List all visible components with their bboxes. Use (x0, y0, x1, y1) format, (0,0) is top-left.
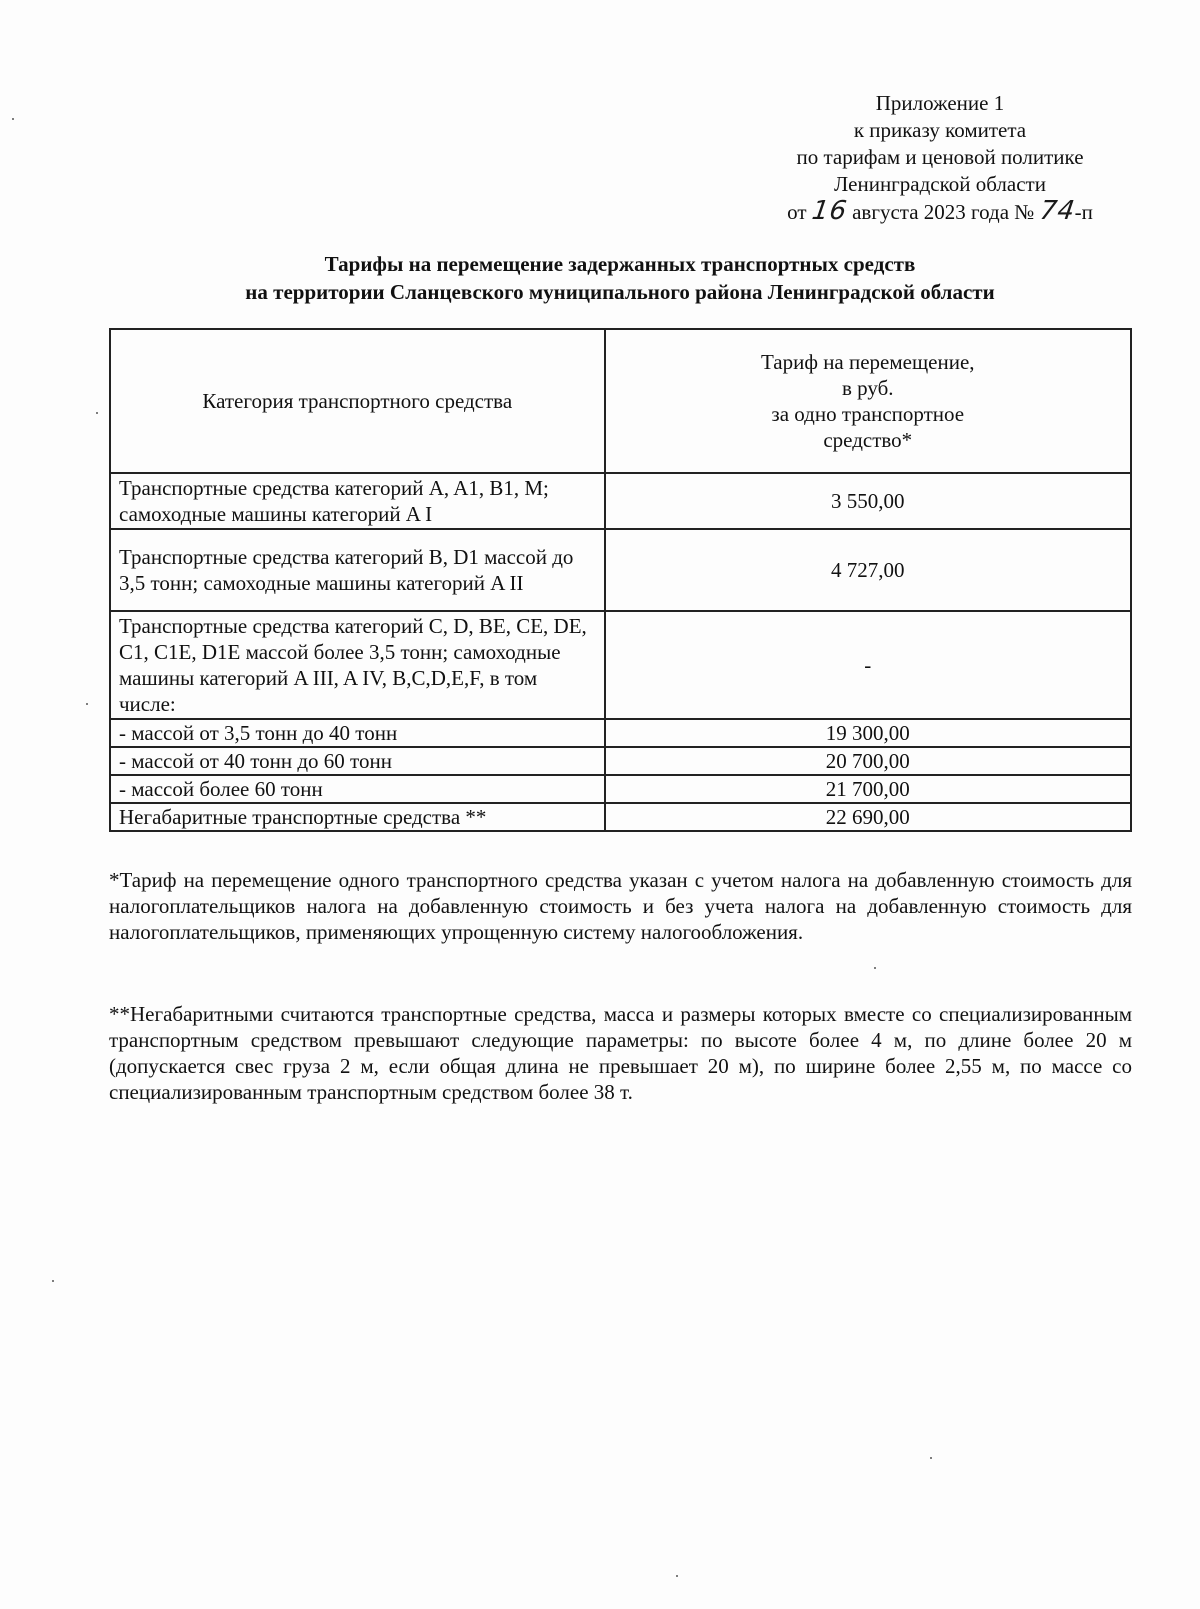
tariff-cell: - (605, 611, 1131, 719)
category-cell: Транспортные средства категорий A, A1, B1, M; самоходные машины категорий A I (110, 473, 605, 529)
category-cell: Транспортные средства категорий C, D, BE, CE, DE, C1, C1E, D1E массой более 3,5 тонн; самоходные машины категорий A III, A IV, B,C,D,E,F, в том числе: (110, 611, 605, 719)
table-row (110, 611, 1131, 719)
appendix-line-4: Ленинградской области (834, 172, 1046, 196)
tariff-cell: 21 700,00 (605, 775, 1131, 803)
category-cell: - массой более 60 тонн (110, 775, 605, 803)
appendix-header (760, 90, 1120, 226)
handwritten-day: 16 (809, 196, 850, 226)
header-tariff-line: за одно транспортное (771, 402, 965, 426)
order-date-line (760, 198, 1120, 226)
header-category-cell: Категория транспортного средства (110, 329, 605, 473)
scan-speck (874, 967, 876, 969)
scan-speck (52, 1280, 54, 1282)
tariff-table (109, 328, 1132, 832)
appendix-line-2: к приказу комитета (853, 118, 1027, 142)
date-middle: августа 2023 года № (852, 200, 1035, 224)
table-row (110, 473, 1131, 529)
table-row (110, 529, 1131, 611)
footnote-vat: *Тариф на перемещение одного транспортного средства указан с учетом налога на добавленную стоимость для налогоплательщиков налога на добавленную стоимость и без учета налога на добавленную стоимость для налогоплательщиков, применяющих упрощенную систему налогообложения. (109, 868, 1132, 944)
document-title (0, 250, 1200, 306)
header-tariff-line: в руб. (841, 376, 894, 400)
appendix-line-3: по тарифам и ценовой политике (796, 145, 1084, 169)
order-suffix: -п (1074, 200, 1093, 224)
scan-speck (676, 1575, 678, 1577)
category-cell: - массой от 3,5 тонн до 40 тонн (110, 719, 605, 747)
tariff-cell: 4 727,00 (605, 529, 1131, 611)
header-tariff-line: Тариф на перемещение, (760, 350, 975, 374)
header-tariff-cell (605, 329, 1131, 473)
table-row (110, 747, 1131, 775)
table-row (110, 803, 1131, 831)
table-row (110, 775, 1131, 803)
table-row (110, 719, 1131, 747)
tariff-cell: 19 300,00 (605, 719, 1131, 747)
category-cell: - массой от 40 тонн до 60 тонн (110, 747, 605, 775)
category-cell: Негабаритные транспортные средства ** (110, 803, 605, 831)
table-header-row (110, 329, 1131, 473)
tariff-cell: 22 690,00 (605, 803, 1131, 831)
footnote-oversized: **Негабаритными считаются транспортные средства, масса и размеры которых вместе со специализированным транспортным средством превышают следующие параметры: по высоте более 4 м, по длине более 20 м (допускается свес груза 2 м, если общая длина не превышает 20 м), по ширине более 2,55 м, по массе со специализированным транспортным средством более 38 т. (109, 1002, 1132, 1104)
title-line-2: на территории Сланцевского муниципального района Ленинградской области (245, 280, 995, 304)
scan-speck (930, 1457, 932, 1459)
appendix-line-1: Приложение 1 (875, 91, 1005, 115)
scan-speck (86, 703, 88, 705)
date-prefix: от (787, 200, 807, 224)
tariff-cell: 20 700,00 (605, 747, 1131, 775)
handwritten-order-number: 74 (1037, 196, 1077, 226)
title-line-1: Тарифы на перемещение задержанных транспортных средств (324, 252, 916, 276)
tariff-cell: 3 550,00 (605, 473, 1131, 529)
scan-speck (12, 118, 14, 120)
scan-speck (96, 412, 98, 414)
header-tariff-line: средство* (823, 428, 913, 452)
category-cell: Транспортные средства категорий B, D1 массой до 3,5 тонн; самоходные машины категорий A II (110, 529, 605, 611)
